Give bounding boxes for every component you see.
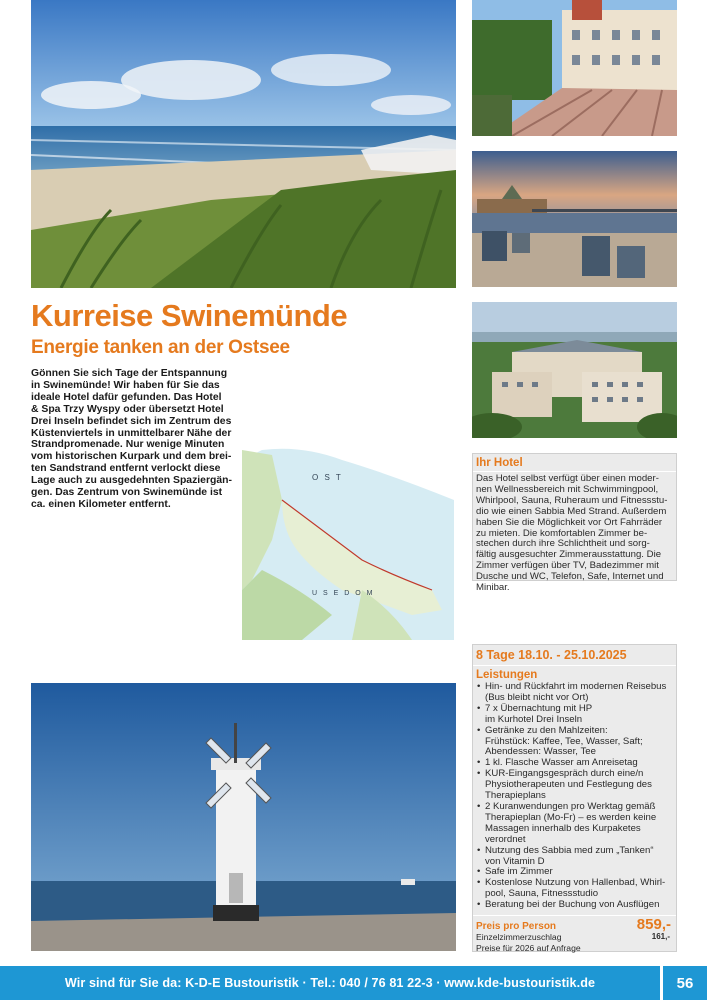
travel-dates: 8 Tage 18.10. - 25.10.2025	[473, 645, 676, 666]
hotel-line: Whirlpool, Sauna, Ruheraum und Fitnessstu-	[476, 494, 668, 506]
service-item: • Beratung bei der Buchung von Ausflügen	[476, 900, 673, 911]
page-number: 56	[663, 966, 707, 1000]
usedom-map	[242, 440, 454, 640]
service-item: • Getränke zu den Mahlzeiten: Frühstück: Kaffee, Tee, Wasser, Saft; Abendessen: Wasser, Tee	[476, 726, 673, 759]
hotel-line: stechen durch ihre Schlichtheit und sorg-	[476, 538, 650, 550]
intro-line: Lage auch zu ausgedehnten Spaziergän-	[31, 475, 232, 487]
intro-line: gen. Das Zentrum von Swinemünde ist	[31, 487, 223, 499]
intro-line: Küstenviertels in unmittelbarer Nähe der	[31, 427, 232, 439]
hotel-line: dio wie einen Sabbia Med Strand. Außerdem	[476, 505, 667, 517]
intro-line: in Swinemünde! Wir haben für Sie das	[31, 379, 220, 391]
hotel-heading: Ihr Hotel	[473, 454, 676, 472]
map-label-usedom: U S E D O M	[312, 590, 375, 597]
windmill-lighthouse-photo	[31, 683, 456, 951]
hotel-info-box	[472, 453, 677, 594]
intro-line: ideale Hotel dafür gefunden. Das Hotel	[31, 391, 222, 403]
intro-line: Strandpromenade. Nur wenige Minuten	[31, 439, 225, 451]
service-item: • KUR-Eingangsgespräch durch eine/n Physiotherapeuten und Festlegung des Therapieplans	[476, 769, 673, 802]
hotel-line: nen Wellnessbereich mit Schwimmingpool,	[476, 483, 659, 495]
beach-photo	[31, 0, 456, 288]
hotel-line: zu mieten. Die komfortablen Zimmer be-	[476, 527, 648, 539]
hotel-line: haben Sie die Möglichkeit vor Ort Fahrräder	[476, 516, 663, 528]
map-label-ost: O S T	[312, 473, 343, 482]
price-section	[473, 915, 676, 956]
hotel-line: fältig ausgesuchter Zimmerausstattung. Die	[476, 549, 662, 561]
price-label: Preis pro Person	[476, 921, 557, 932]
intro-line: Drei Inseln befindet sich im Zentrum des	[31, 415, 232, 427]
hotel-line: Minibar.	[476, 582, 510, 594]
price-note: Preise für 2026 auf Anfrage	[476, 943, 581, 953]
intro-text	[31, 368, 237, 511]
service-item: • 2 Kuranwendungen pro Werktag gemäß Therapieplan (Mo-Fr) – es werden keine Massagen innerhalb des Kurpaketes verordnet	[476, 802, 673, 846]
intro-line: ca. einen Kilometer entfernt.	[31, 498, 171, 510]
hotel-line: Das Hotel selbst verfügt über einen moder-	[476, 473, 659, 484]
page-title: Kurreise Swinemünde	[31, 298, 348, 333]
services-heading: Leistungen	[476, 669, 538, 681]
service-item: • 7 x Übernachtung mit HP im Kurhotel Drei Inseln	[476, 704, 673, 726]
single-room-price: 161,-	[651, 932, 670, 941]
hotel-line: Zimmer verfügen über TV, Badezimmer mit	[476, 560, 659, 572]
intro-line: & Spa Trzy Wyspy oder übersetzt Hotel	[31, 403, 224, 415]
single-room-label: Einzelzimmerzuschlag	[476, 932, 562, 942]
service-item: • Safe im Zimmer	[476, 867, 673, 878]
page-subtitle: Energie tanken an der Ostsee	[31, 337, 290, 358]
hotel-line: Dusche und WC, Telefon, Safe, Internet und	[476, 571, 664, 583]
price-value: 859,-	[636, 916, 671, 933]
offer-box	[472, 644, 677, 952]
service-item: • Kostenlose Nutzung von Hallenbad, Whirl- pool, Sauna, Fitnessstudio	[476, 878, 673, 900]
services-list	[473, 682, 676, 911]
pier-sunset-photo	[472, 151, 677, 287]
hotel-description	[473, 472, 676, 596]
promenade-photo	[472, 0, 677, 136]
hotel-aerial-photo	[472, 302, 677, 438]
intro-line: vom historischen Kurpark und dem brei-	[31, 451, 232, 463]
service-item: • 1 kl. Flasche Wasser am Anreisetag	[476, 758, 673, 769]
intro-line: ten Sandstrand entfernt verlockt diese	[31, 463, 221, 475]
service-item: • Hin- und Rückfahrt im modernen Reisebus (Bus bleibt nicht vor Ort)	[476, 682, 673, 704]
service-item: • Nutzung des Sabbia med zum „Tanken“ von Vitamin D	[476, 846, 673, 868]
footer-contact: Wir sind für Sie da: K-D-E Bustouristik · Tel.: 040 / 76 81 22-3 · www.kde-bustouristik.de	[0, 966, 660, 1000]
intro-line: Gönnen Sie sich Tage der Entspannung	[31, 368, 228, 379]
